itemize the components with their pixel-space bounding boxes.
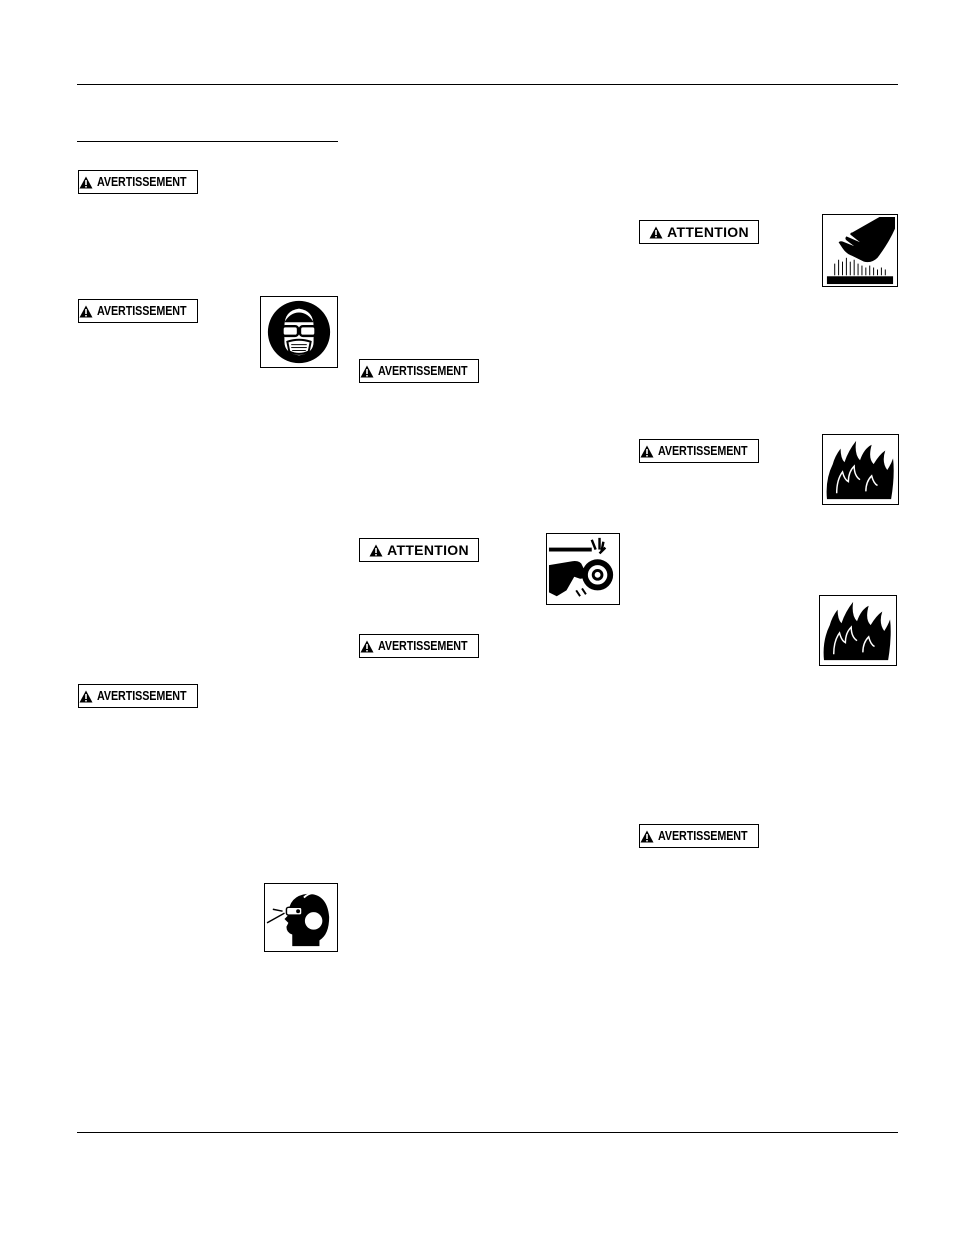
caution-badge-2 xyxy=(639,220,759,244)
warning-badge-6 xyxy=(639,439,759,463)
warning-label: AVERTISSEMENT xyxy=(378,638,468,653)
section-rule xyxy=(77,141,338,142)
warning-triangle-icon xyxy=(649,226,663,239)
warning-badge-2 xyxy=(78,299,198,323)
warning-badge-5 xyxy=(359,634,479,658)
caution-badge-1 xyxy=(359,538,479,562)
warning-badge-3 xyxy=(78,684,198,708)
warning-triangle-icon xyxy=(360,365,374,378)
hot-surface-hand-icon xyxy=(822,214,898,287)
ear-eye-protection-icon xyxy=(264,883,338,952)
warning-badge-4 xyxy=(359,359,479,383)
warning-badge-7 xyxy=(639,824,759,848)
fire-hazard-icon xyxy=(822,434,899,505)
header-rule xyxy=(77,84,898,85)
warning-label: AVERTISSEMENT xyxy=(97,688,187,703)
caution-label: ATTENTION xyxy=(387,542,469,558)
hand-grinder-entanglement-icon xyxy=(546,533,620,605)
respirator-goggles-icon xyxy=(260,296,338,368)
warning-triangle-icon xyxy=(79,176,93,189)
warning-badge-1 xyxy=(78,170,198,194)
warning-label: AVERTISSEMENT xyxy=(378,363,468,378)
caution-label: ATTENTION xyxy=(667,224,749,240)
warning-triangle-icon xyxy=(640,830,654,843)
fire-hazard-icon xyxy=(819,595,897,666)
warning-triangle-icon xyxy=(640,445,654,458)
warning-label: AVERTISSEMENT xyxy=(97,174,187,189)
warning-triangle-icon xyxy=(79,305,93,318)
warning-label: AVERTISSEMENT xyxy=(97,303,187,318)
warning-triangle-icon xyxy=(79,690,93,703)
warning-triangle-icon xyxy=(360,640,374,653)
warning-triangle-icon xyxy=(369,544,383,557)
footer-rule xyxy=(77,1132,898,1133)
warning-label: AVERTISSEMENT xyxy=(658,443,748,458)
warning-label: AVERTISSEMENT xyxy=(658,828,748,843)
